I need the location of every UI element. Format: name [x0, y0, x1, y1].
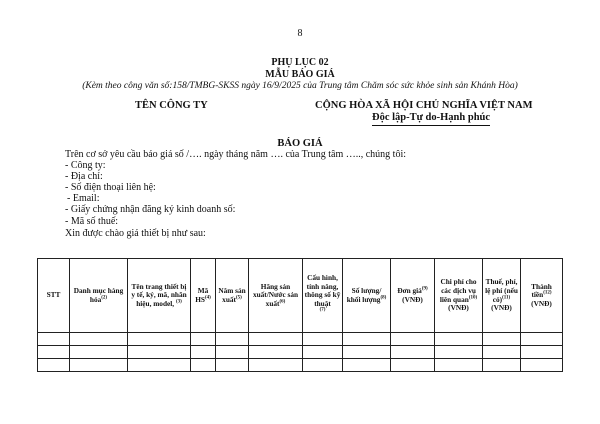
outro-line: Xin được chào giá thiết bị như sau: [65, 228, 206, 239]
table-cell [216, 359, 249, 372]
table-cell [38, 359, 70, 372]
header-quantity [343, 259, 391, 333]
table-cell [70, 346, 128, 359]
table-cell [391, 333, 435, 346]
header-year [216, 259, 249, 333]
table-cell [521, 346, 563, 359]
table-cell [435, 346, 483, 359]
table-cell [435, 333, 483, 346]
header-label: STT [46, 290, 61, 300]
form-title: MẪU BÁO GIÁ [265, 69, 335, 80]
motto-underline [372, 125, 490, 126]
footnote-mark: (2) [101, 295, 108, 301]
table-cell [521, 359, 563, 372]
field-company: - Công ty: [65, 160, 106, 171]
header-label: Chi phí cho các dịch vụ liên quan [439, 277, 477, 304]
footnote-mark: (7) [319, 307, 326, 313]
table-cell [483, 359, 521, 372]
table-cell [303, 359, 343, 372]
country-name: CỘNG HÒA XÃ HỘI CHỦ NGHĨA VIỆT NAM [315, 100, 533, 111]
footnote-mark: (11) [502, 295, 511, 301]
table-cell [483, 346, 521, 359]
table-cell [128, 346, 191, 359]
footnote-mark: (9) [421, 286, 428, 292]
header-specs [303, 259, 343, 333]
header-stt [38, 259, 70, 333]
table-cell [303, 346, 343, 359]
table-cell [343, 359, 391, 372]
table-row [38, 359, 563, 372]
header-unit: (VNĐ) [531, 298, 552, 308]
header-service-cost [435, 259, 483, 333]
header-taxes-fees [483, 259, 521, 333]
table-cell [191, 359, 216, 372]
table-cell [391, 346, 435, 359]
table-cell [343, 333, 391, 346]
table-cell [216, 346, 249, 359]
table-header-row [38, 259, 563, 333]
table-cell [38, 333, 70, 346]
table-cell [38, 346, 70, 359]
table-row [38, 333, 563, 346]
field-address: - Địa chỉ: [65, 171, 103, 182]
table-cell [249, 346, 303, 359]
header-goods-list [70, 259, 128, 333]
header-unit: (VNĐ) [448, 303, 469, 313]
reference-note: (Kèm theo công văn số:158/TMBG-SKSS ngày 16/9/2025 của Trung tâm Chăm sóc sức khỏe sinh sản Khánh Hòa) [82, 81, 518, 91]
table-cell [70, 333, 128, 346]
table-cell [216, 333, 249, 346]
table-cell [128, 333, 191, 346]
quote-title: BÁO GIÁ [277, 138, 323, 149]
table-cell [303, 333, 343, 346]
table-cell [521, 333, 563, 346]
national-motto: Độc lập-Tự do-Hạnh phúc [372, 112, 491, 123]
table-cell [343, 346, 391, 359]
header-unit: (VNĐ) [491, 303, 512, 313]
table-cell [191, 346, 216, 359]
table-cell [249, 333, 303, 346]
header-label: Năm sản xuất [218, 285, 246, 304]
header-unit-price [391, 259, 435, 333]
field-email: - Email: [67, 193, 100, 204]
field-phone: - Số điện thoại liên hệ: [65, 182, 156, 193]
table-cell [70, 359, 128, 372]
header-unit: (VNĐ) [402, 294, 423, 304]
company-name-label: TÊN CÔNG TY [135, 100, 208, 111]
header-label: Cấu hình, tính năng, thông số kỹ thuật [304, 272, 341, 308]
footnote-mark: (5) [235, 295, 242, 301]
header-hs-code [191, 259, 216, 333]
footnote-mark: (6) [279, 299, 286, 305]
intro-line: Trên cơ sở yêu cầu báo giá số /…. ngày tháng năm …. của Trung tâm ….., chúng tôi: [65, 149, 406, 160]
table-cell [249, 359, 303, 372]
page-number: 8 [297, 28, 303, 39]
appendix-title: PHỤ LỤC 02 [271, 57, 329, 68]
header-label: Thành tiền [531, 281, 552, 300]
field-business-license: - Giấy chứng nhận đăng ký kinh doanh số: [65, 204, 236, 215]
table-cell [391, 359, 435, 372]
header-total [521, 259, 563, 333]
table-cell [435, 359, 483, 372]
header-label: Danh mục hàng hóa [73, 285, 124, 304]
footnote-mark: (8) [380, 295, 387, 301]
footnote-mark: (4) [204, 295, 211, 301]
table-cell [191, 333, 216, 346]
header-device-name [128, 259, 191, 333]
field-tax-code: - Mã số thuế: [65, 216, 119, 227]
table-cell [483, 333, 521, 346]
header-label: Đơn giá [397, 285, 422, 295]
header-label: Tên trang thiết bị y tế, ký, mã, nhãn hiệu, model, [131, 281, 187, 308]
header-label: Hãng sản xuất/Nước sản xuất [252, 281, 299, 308]
header-label: Thuế, phí, lệ phí (nếu có) [485, 277, 518, 304]
table-row [38, 346, 563, 359]
header-label: Mã HS [195, 285, 209, 304]
quote-table [37, 258, 563, 372]
footnote-mark: (3) [175, 299, 182, 305]
footnote-mark: (10) [468, 295, 478, 301]
footnote-mark: (12) [543, 290, 552, 296]
table-cell [128, 359, 191, 372]
header-manufacturer [249, 259, 303, 333]
header-label: Số lượng/ khối lượng [346, 285, 382, 304]
